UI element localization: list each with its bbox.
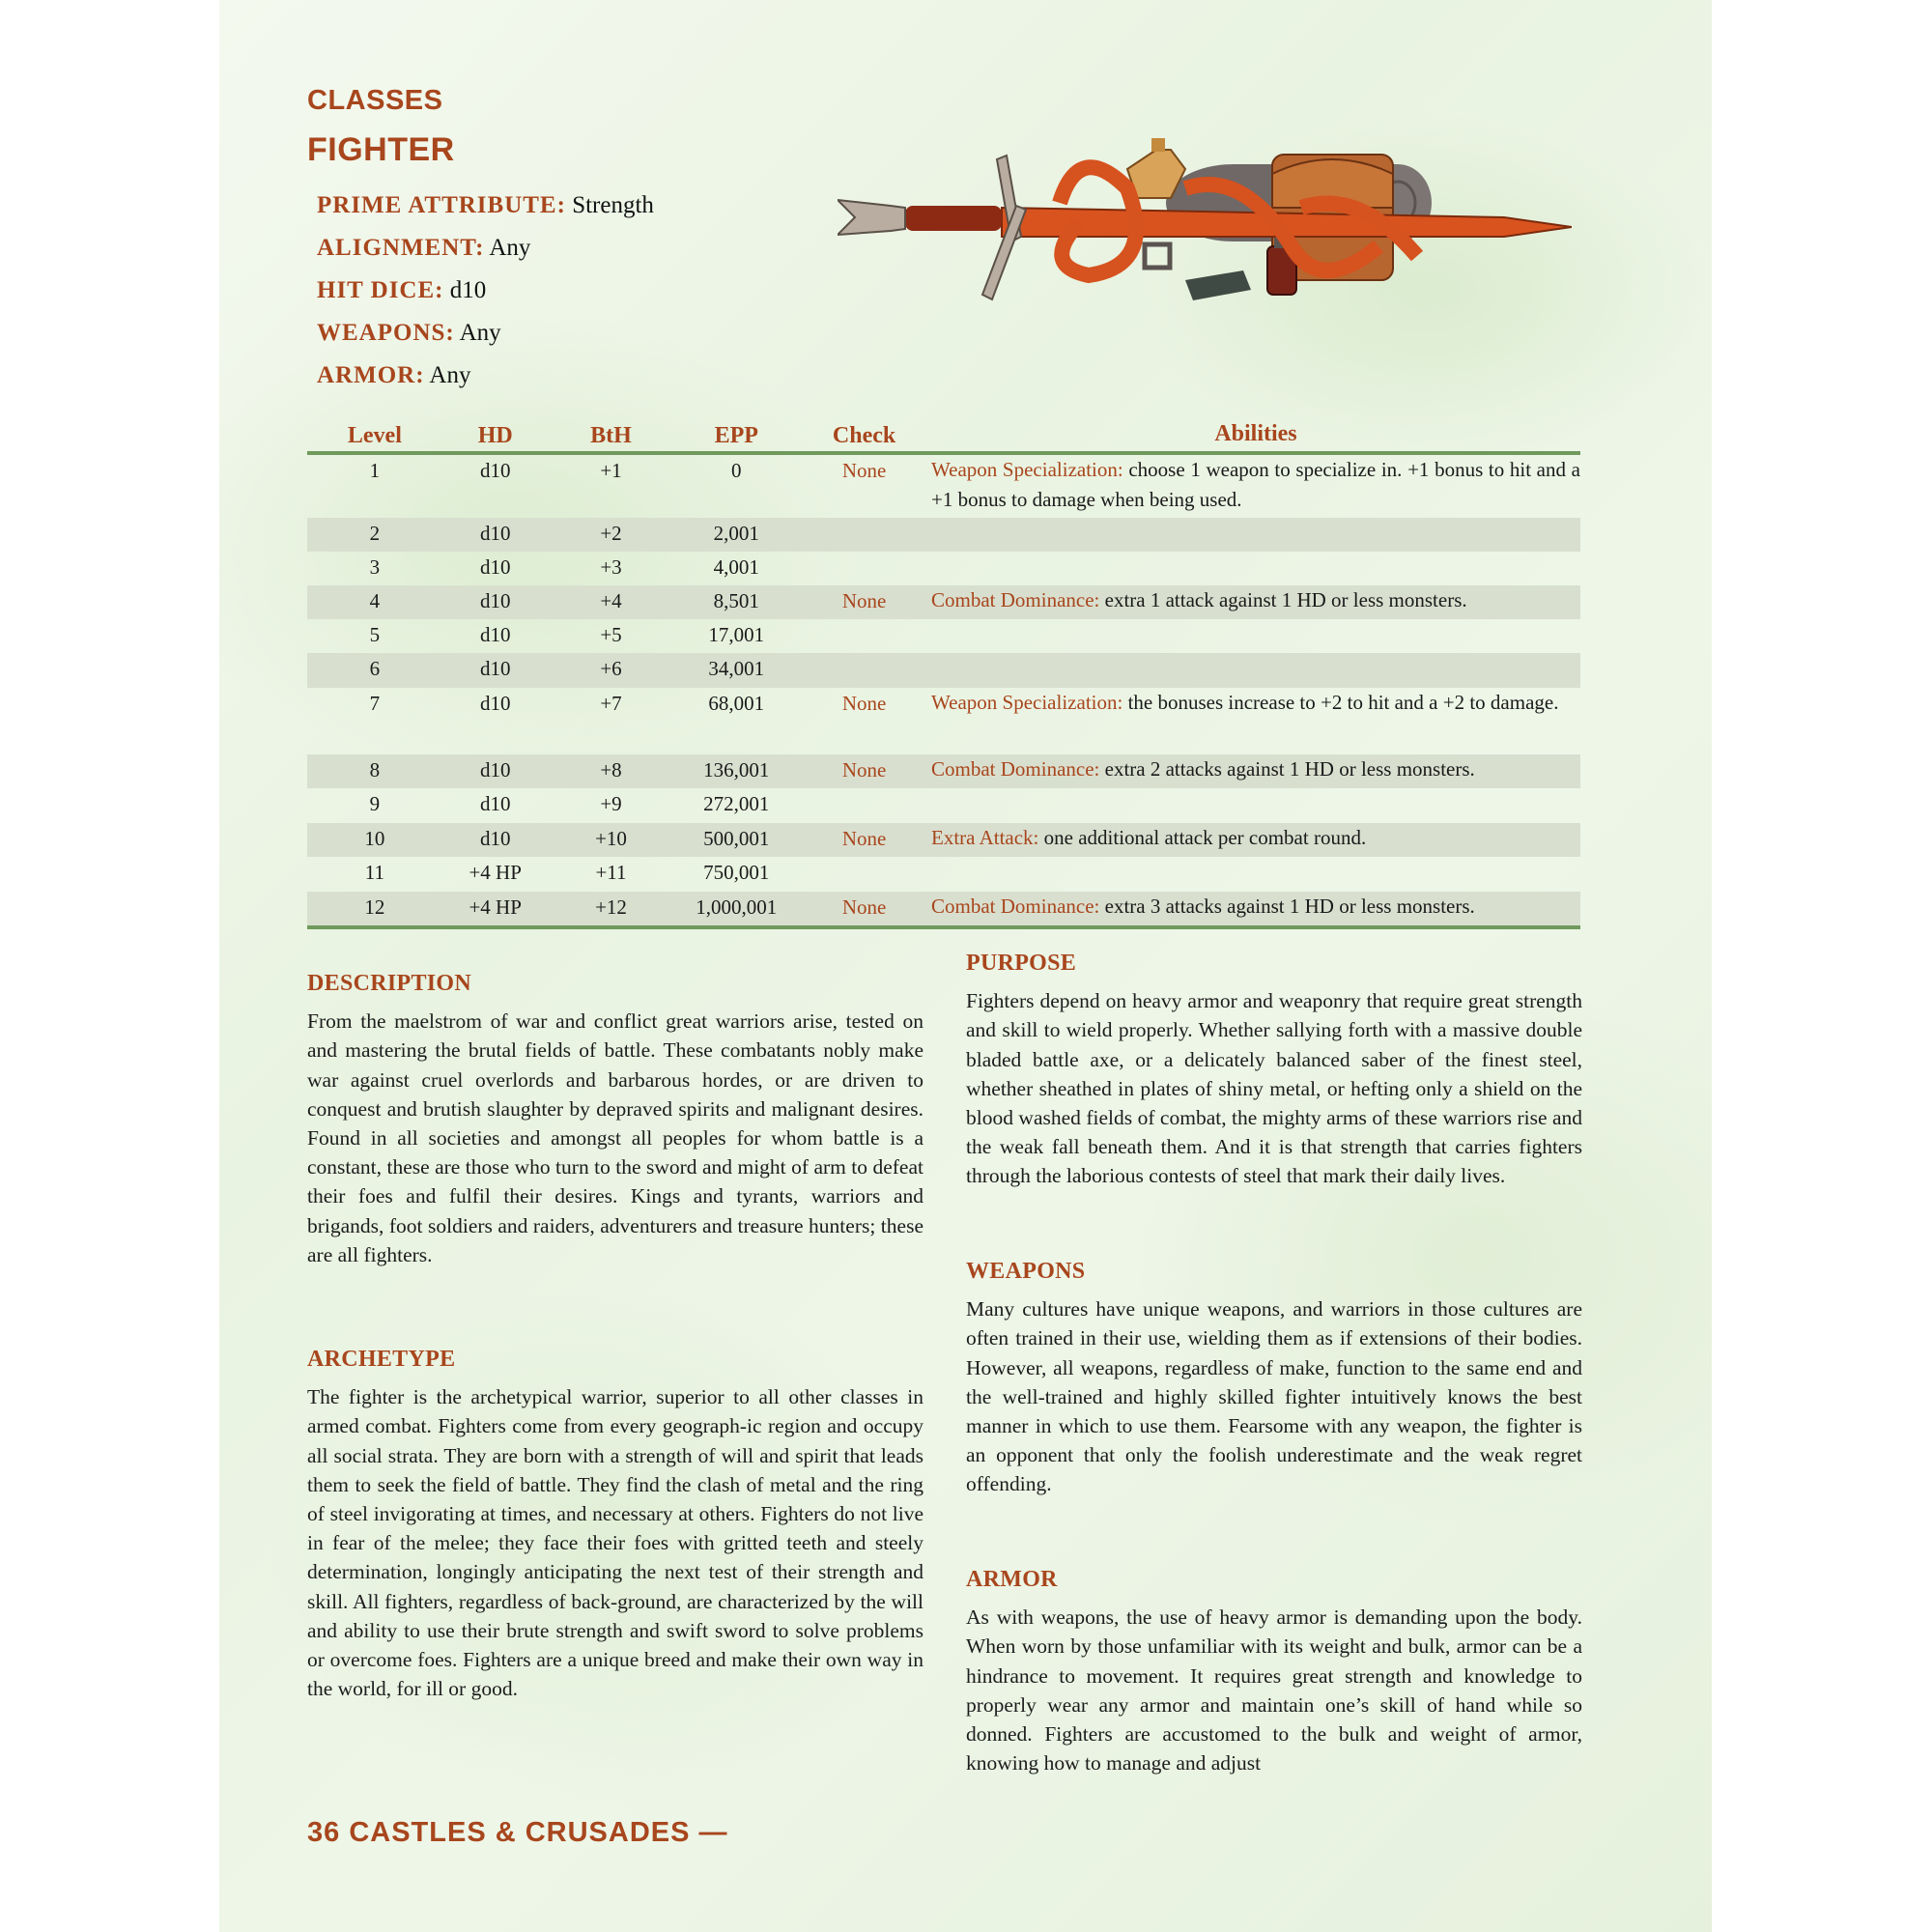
cell-abilities <box>929 688 1580 754</box>
attribute-value: Any <box>489 235 531 261</box>
purpose-text: Fighters depend on heavy armor and weaponry that require great strength and skill to wield properly. Whether sallying forth with a massive double bladed battle axe, or a delicately balanced saber of the finest steel, whether sheathed in plates of shiny metal, or hefting only a shield on the blood washed fields of combat, the mighty arms of these warriors rise and the weak fall beneath them. And it is that strength that carries fighters through the laborious contests of steel that mark their daily lives. <box>966 989 1582 1188</box>
cell-check: None <box>841 692 887 715</box>
attribute-value: Strength <box>572 192 654 218</box>
book-page <box>219 0 1712 1932</box>
cell-hd: +4 HP <box>469 895 522 919</box>
ability-text: the bonuses increase to +2 to hit and a +2 to damage. <box>1122 691 1559 714</box>
cell-level: 7 <box>369 692 381 715</box>
cell-level: 2 <box>369 522 381 545</box>
attribute-label: PRIME ATTRIBUTE: <box>317 192 566 218</box>
table-row <box>307 653 1580 688</box>
section-heading-classes: CLASSES <box>307 85 443 116</box>
cell-bth: +12 <box>595 895 627 919</box>
cell-check <box>799 788 929 823</box>
cell-bth: +7 <box>600 692 622 715</box>
table-row <box>307 455 1580 518</box>
attribute-value: Any <box>459 320 501 346</box>
cell-level: 3 <box>369 555 381 579</box>
table-bottom-rule <box>307 925 1580 929</box>
cell-bth: +11 <box>595 861 627 884</box>
cell-hd: d10 <box>479 459 511 482</box>
ability-name: Extra Attack: <box>931 826 1039 849</box>
cell-hd: d10 <box>479 589 511 612</box>
table-row <box>307 823 1580 857</box>
cell-abilities <box>929 518 1580 552</box>
column-header-epp: EPP <box>714 423 758 448</box>
ability-text: extra 1 attack against 1 HD or less monsters. <box>1099 588 1467 611</box>
column-header-abilities: Abilities <box>1214 421 1297 446</box>
column-header-level: Level <box>347 423 402 448</box>
cell-hd: d10 <box>479 522 511 545</box>
cell-bth: +1 <box>600 459 622 482</box>
cell-level: 1 <box>369 459 381 482</box>
ability-name: Weapon Specialization: <box>931 691 1123 714</box>
table-row <box>307 688 1580 754</box>
armor-text: As with weapons, the use of heavy armor is demanding upon the body. When worn by those unfamiliar with its weight and bulk, armor can be a hindrance to movement. It requires great strength and knowledge to properly wear any armor and maintain one’s skill of hand while so donned. Fighters are accustomed to the bulk and weight of armor, knowing how to manage and adjust <box>966 1605 1582 1776</box>
cell-level: 10 <box>364 827 385 850</box>
archetype-text: The fighter is the archetypical warrior, superior to all other classes in armed combat. Fighters come from every geograph-ic region and occupy all social strata. They are born with a strength of will and spirit that leads them to seek the field of battle. They find the clash of metal and the ring of steel invigorating at times, and necessary at others. Fighters do not live in fear of the melee; they face their foes with gritted teeth and steely determination, longingly anticipating the next test of their strength and skill. All fighters, regardless of back-ground, are characterized by the will and ability to use their brute strength and swift sword to solve problems or overcome foes. Fighters are a unique breed and make their own way in the world, for ill or good. <box>307 1385 923 1701</box>
table-header <box>307 417 1580 451</box>
cell-check <box>799 857 929 892</box>
cell-abilities <box>929 552 1580 585</box>
attribute-label: HIT DICE: <box>317 277 444 303</box>
ability-text: one additional attack per combat round. <box>1038 826 1367 849</box>
cell-epp: 272,001 <box>703 792 770 815</box>
table-row <box>307 892 1580 925</box>
cell-abilities <box>929 788 1580 823</box>
section-heading-purpose: PURPOSE <box>966 951 1077 976</box>
cell-abilities <box>929 892 1580 925</box>
attribute-hit-dice <box>317 272 654 315</box>
description-text: From the maelstrom of war and conflict great warriors arise, tested on and mastering the brutal fields of battle. These combatants nobly make war against cruel overlords and barbarous hordes, or are driven to conquest and brutish slaughter by depraved spirits and malignant desires. Found in all societies and amongst all peoples for whom battle is a constant, these are those who turn to the sword and might of arm to defeat their foes and fulfil their desires. Kings and tyrants, warriors and brigands, foot soldiers and raiders, adventurers and treasure hunters; these are all fighters. <box>307 1009 923 1266</box>
attribute-value: Any <box>429 362 471 388</box>
attribute-prime <box>317 187 654 230</box>
cell-hd: d10 <box>479 692 511 715</box>
ability-text: choose 1 weapon to specialize in. +1 bonus to hit and a +1 bonus to damage when being used. <box>931 458 1580 511</box>
cell-hd: +4 HP <box>469 861 522 884</box>
section-heading-weapons: WEAPONS <box>966 1259 1086 1284</box>
cell-epp: 68,001 <box>708 692 765 715</box>
purpose-section <box>966 949 1582 1191</box>
cell-hd: d10 <box>479 623 511 646</box>
cell-abilities <box>929 857 1580 892</box>
section-heading-archetype: ARCHETYPE <box>307 1347 456 1372</box>
cell-bth: +5 <box>600 623 622 646</box>
section-heading-armor: ARMOR <box>966 1567 1058 1592</box>
cell-check: None <box>841 459 887 482</box>
cell-level: 5 <box>369 623 381 646</box>
cell-epp: 17,001 <box>708 623 765 646</box>
cell-check <box>799 552 929 585</box>
table-row <box>307 788 1580 823</box>
cell-abilities <box>929 823 1580 857</box>
cell-hd: d10 <box>479 827 511 850</box>
ability-name: Combat Dominance: <box>931 757 1100 781</box>
table-row <box>307 857 1580 892</box>
class-title: FIGHTER <box>307 131 455 168</box>
cell-epp: 8,501 <box>713 589 759 612</box>
ability-text: extra 2 attacks against 1 HD or less monsters. <box>1099 757 1475 781</box>
ability-name: Weapon Specialization: <box>931 458 1123 481</box>
cell-hd: d10 <box>479 555 511 579</box>
cell-epp: 1,000,001 <box>696 895 778 919</box>
cell-check <box>799 653 929 688</box>
cell-hd: d10 <box>479 792 511 815</box>
cell-bth: +6 <box>600 657 622 680</box>
cell-level: 6 <box>369 657 381 680</box>
attribute-label: WEAPONS: <box>317 320 455 346</box>
cell-level: 9 <box>369 792 381 815</box>
archetype-section <box>307 1345 923 1703</box>
cell-check: None <box>841 827 887 850</box>
cell-epp: 750,001 <box>703 861 770 884</box>
cell-abilities <box>929 619 1580 653</box>
description-section <box>307 969 923 1269</box>
column-header-hd: HD <box>477 423 513 448</box>
cell-abilities <box>929 653 1580 688</box>
cell-epp: 0 <box>731 459 742 482</box>
cell-epp: 2,001 <box>713 522 759 545</box>
cell-epp: 136,001 <box>703 758 770 781</box>
cell-hd: d10 <box>479 657 511 680</box>
cell-abilities <box>929 754 1580 788</box>
cell-bth: +2 <box>600 522 622 545</box>
ability-name: Combat Dominance: <box>931 895 1100 918</box>
column-header-check: Check <box>832 423 896 448</box>
table-row <box>307 518 1580 552</box>
cell-epp: 4,001 <box>713 555 759 579</box>
table-row <box>307 585 1580 619</box>
cell-check: None <box>841 895 887 919</box>
cell-level: 12 <box>364 895 385 919</box>
class-attributes <box>317 187 654 400</box>
page-footer: 36 CASTLES & CRUSADES — <box>307 1817 728 1848</box>
cell-check <box>799 619 929 653</box>
cell-epp: 500,001 <box>703 827 770 850</box>
section-heading-description: DESCRIPTION <box>307 971 471 996</box>
weapons-section <box>966 1257 1582 1499</box>
weapons-text: Many cultures have unique weapons, and warriors in those cultures are often trained in their use, wielding them as if extensions of their bodies. However, all weapons, regardless of make, function to the same end and the well-trained and highly skilled fighter intuitively knows the best manner in which to use them. Fearsome with any weapon, the fighter is an opponent that only the foolish underestimate and the weak regret offending. <box>966 1297 1582 1496</box>
cell-level: 11 <box>364 861 384 884</box>
column-header-bth: BtH <box>590 423 632 448</box>
cell-check: None <box>841 589 887 612</box>
ability-text: extra 3 attacks against 1 HD or less monsters. <box>1099 895 1475 918</box>
attribute-value: d10 <box>449 277 487 303</box>
sword-belt-pack-illustration-icon <box>838 130 1572 309</box>
cell-bth: +4 <box>600 589 622 612</box>
table-row <box>307 754 1580 788</box>
cell-level: 4 <box>369 589 381 612</box>
cell-bth: +10 <box>595 827 627 850</box>
cell-hd: d10 <box>479 758 511 781</box>
attribute-alignment <box>317 230 654 272</box>
cell-bth: +8 <box>600 758 622 781</box>
cell-epp: 34,001 <box>708 657 765 680</box>
cell-level: 8 <box>369 758 381 781</box>
attribute-weapons <box>317 315 654 357</box>
ability-name: Combat Dominance: <box>931 588 1100 611</box>
cell-abilities <box>929 585 1580 619</box>
attribute-armor <box>317 357 654 400</box>
armor-section <box>966 1565 1582 1777</box>
cell-check: None <box>841 758 887 781</box>
table-row <box>307 552 1580 585</box>
attribute-label: ARMOR: <box>317 362 425 388</box>
cell-check <box>799 518 929 552</box>
table-row <box>307 619 1580 653</box>
attribute-label: ALIGNMENT: <box>317 235 485 261</box>
cell-bth: +3 <box>600 555 622 579</box>
fighter-level-table <box>307 417 1580 929</box>
cell-abilities <box>929 455 1580 518</box>
cell-bth: +9 <box>600 792 622 815</box>
